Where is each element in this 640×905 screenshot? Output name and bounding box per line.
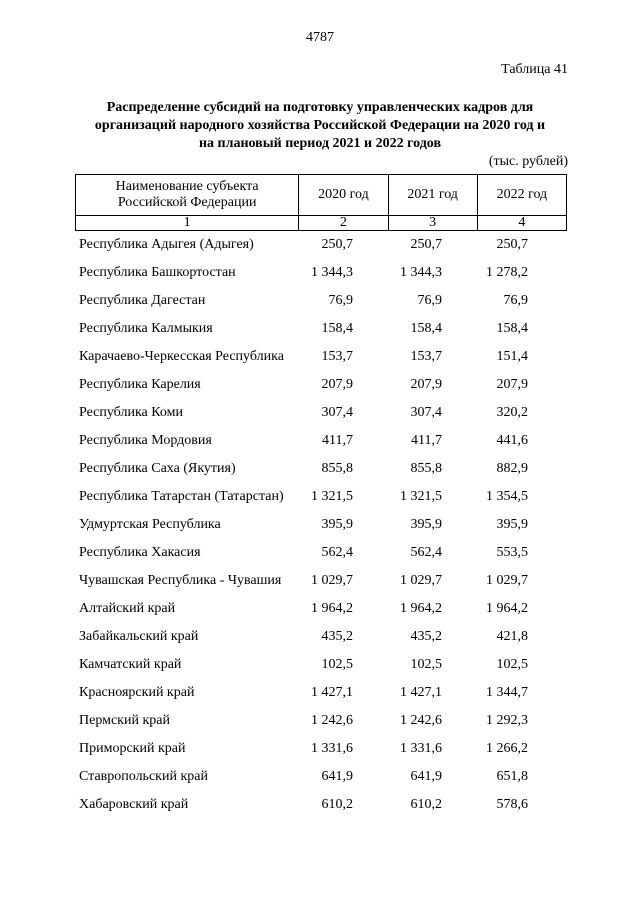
region-name: Забайкальский край — [79, 629, 199, 644]
value-2022: 1 266,2 — [486, 741, 528, 756]
region-name: Ставропольский край — [79, 769, 208, 784]
table-row — [75, 539, 567, 567]
value-2021: 1 331,6 — [400, 741, 442, 756]
value-2021: 250,7 — [410, 237, 442, 252]
region-name: Красноярский край — [79, 685, 195, 700]
table-row — [75, 735, 567, 763]
value-2020: 1 029,7 — [311, 573, 353, 588]
value-2020: 1 964,2 — [311, 601, 353, 616]
value-2021: 395,9 — [410, 517, 442, 532]
table-row — [75, 343, 567, 371]
value-2022: 76,9 — [503, 293, 528, 308]
value-2022: 578,6 — [496, 797, 528, 812]
value-2020: 855,8 — [321, 461, 353, 476]
table-row — [75, 287, 567, 315]
value-2021: 153,7 — [410, 349, 442, 364]
value-2021: 207,9 — [410, 377, 442, 392]
table-label: Таблица 41 — [501, 62, 568, 77]
value-2021: 307,4 — [410, 405, 442, 420]
table-row — [75, 399, 567, 427]
value-2020: 153,7 — [321, 349, 353, 364]
value-2022: 1 344,7 — [486, 685, 528, 700]
region-name: Чувашская Республика - Чувашия — [79, 573, 282, 588]
region-name: Республика Карелия — [79, 377, 201, 392]
value-2020: 411,7 — [322, 433, 353, 448]
value-2020: 641,9 — [321, 769, 353, 784]
value-2020: 435,2 — [321, 629, 353, 644]
value-2022: 1 029,7 — [486, 573, 528, 588]
table-row — [75, 427, 567, 455]
table-row — [75, 231, 567, 259]
value-2021: 1 344,3 — [400, 265, 442, 280]
table-row — [75, 483, 567, 511]
column-number: 1 — [76, 216, 299, 231]
value-2021: 1 242,6 — [400, 713, 442, 728]
value-2022: 882,9 — [496, 461, 528, 476]
value-2021: 610,2 — [410, 797, 442, 812]
column-number: 2 — [299, 216, 388, 231]
table-header — [75, 174, 567, 231]
region-name: Хабаровский край — [79, 797, 189, 812]
value-2021: 1 029,7 — [400, 573, 442, 588]
value-2021: 641,9 — [410, 769, 442, 784]
region-name: Приморский край — [79, 741, 186, 756]
value-2020: 1 344,3 — [311, 265, 353, 280]
value-2020: 1 427,1 — [311, 685, 353, 700]
column-header-2020: 2020 год — [299, 175, 388, 216]
value-2020: 76,9 — [328, 293, 353, 308]
region-name: Республика Адыгея (Адыгея) — [79, 237, 254, 252]
value-2021: 158,4 — [410, 321, 442, 336]
title-line: Распределение субсидий на подготовку управленческих кадров для — [106, 100, 534, 115]
table-row — [75, 763, 567, 791]
region-name: Республика Башкортостан — [79, 265, 236, 280]
column-header-name-line: Российской Федерации — [117, 195, 257, 210]
region-name: Пермский край — [79, 713, 170, 728]
region-name: Республика Дагестан — [79, 293, 206, 308]
value-2021: 1 427,1 — [400, 685, 442, 700]
value-2022: 421,8 — [496, 629, 528, 644]
region-name: Удмуртская Республика — [79, 517, 221, 532]
table-row — [75, 791, 567, 819]
region-name: Камчатский край — [79, 657, 182, 672]
region-name: Республика Калмыкия — [79, 321, 213, 336]
value-2021: 855,8 — [410, 461, 442, 476]
value-2020: 1 321,5 — [311, 489, 353, 504]
value-2020: 158,4 — [321, 321, 353, 336]
column-number-row — [76, 216, 567, 231]
table-row — [75, 707, 567, 735]
value-2022: 1 292,3 — [486, 713, 528, 728]
column-header-name-line: Наименование субъекта — [115, 179, 259, 194]
value-2020: 307,4 — [321, 405, 353, 420]
title-line: на плановый период 2021 и 2022 годов — [198, 136, 442, 151]
value-2022: 1 278,2 — [486, 265, 528, 280]
region-name: Алтайский край — [79, 601, 176, 616]
column-header-name — [76, 175, 299, 216]
value-2020: 562,4 — [321, 545, 353, 560]
table-body — [75, 231, 567, 819]
value-2020: 102,5 — [321, 657, 353, 672]
table-row — [75, 511, 567, 539]
value-2022: 1 964,2 — [486, 601, 528, 616]
value-2022: 1 354,5 — [486, 489, 528, 504]
value-2021: 1 321,5 — [400, 489, 442, 504]
title-line: организаций народного хозяйства Российской Федерации на 2020 год и — [94, 118, 546, 133]
table-row — [75, 679, 567, 707]
value-2021: 102,5 — [410, 657, 442, 672]
header-row — [76, 175, 567, 216]
value-2021: 562,4 — [410, 545, 442, 560]
page-number: 4787 — [306, 30, 334, 45]
region-name: Республика Саха (Якутия) — [79, 461, 236, 476]
column-number: 4 — [477, 216, 566, 231]
document-title — [80, 99, 560, 153]
region-name: Республика Татарстан (Татарстан) — [79, 489, 284, 504]
value-2020: 1 331,6 — [311, 741, 353, 756]
value-2020: 207,9 — [321, 377, 353, 392]
value-2022: 651,8 — [496, 769, 528, 784]
value-2022: 395,9 — [496, 517, 528, 532]
value-2021: 411,7 — [411, 433, 442, 448]
value-2022: 441,6 — [496, 433, 528, 448]
column-number: 3 — [388, 216, 477, 231]
value-2021: 435,2 — [410, 629, 442, 644]
table-row — [75, 259, 567, 287]
units-label: (тыс. рублей) — [488, 154, 568, 169]
table-row — [75, 315, 567, 343]
value-2021: 1 964,2 — [400, 601, 442, 616]
value-2020: 610,2 — [321, 797, 353, 812]
value-2022: 250,7 — [496, 237, 528, 252]
value-2022: 320,2 — [496, 405, 528, 420]
value-2020: 250,7 — [321, 237, 353, 252]
table-row — [75, 567, 567, 595]
region-name: Республика Коми — [79, 405, 183, 420]
table-row — [75, 623, 567, 651]
table-row — [75, 651, 567, 679]
value-2022: 151,4 — [496, 349, 528, 364]
column-header-2021: 2021 год — [388, 175, 477, 216]
value-2022: 102,5 — [496, 657, 528, 672]
value-2020: 1 242,6 — [311, 713, 353, 728]
region-name: Республика Мордовия — [79, 433, 212, 448]
value-2022: 553,5 — [496, 545, 528, 560]
table-row — [75, 371, 567, 399]
value-2022: 207,9 — [496, 377, 528, 392]
value-2021: 76,9 — [417, 293, 442, 308]
value-2020: 395,9 — [321, 517, 353, 532]
region-name: Карачаево-Черкесская Республика — [79, 349, 284, 364]
region-name: Республика Хакасия — [79, 545, 201, 560]
column-header-2022: 2022 год — [477, 175, 566, 216]
value-2022: 158,4 — [496, 321, 528, 336]
table-row — [75, 455, 567, 483]
table-row — [75, 595, 567, 623]
